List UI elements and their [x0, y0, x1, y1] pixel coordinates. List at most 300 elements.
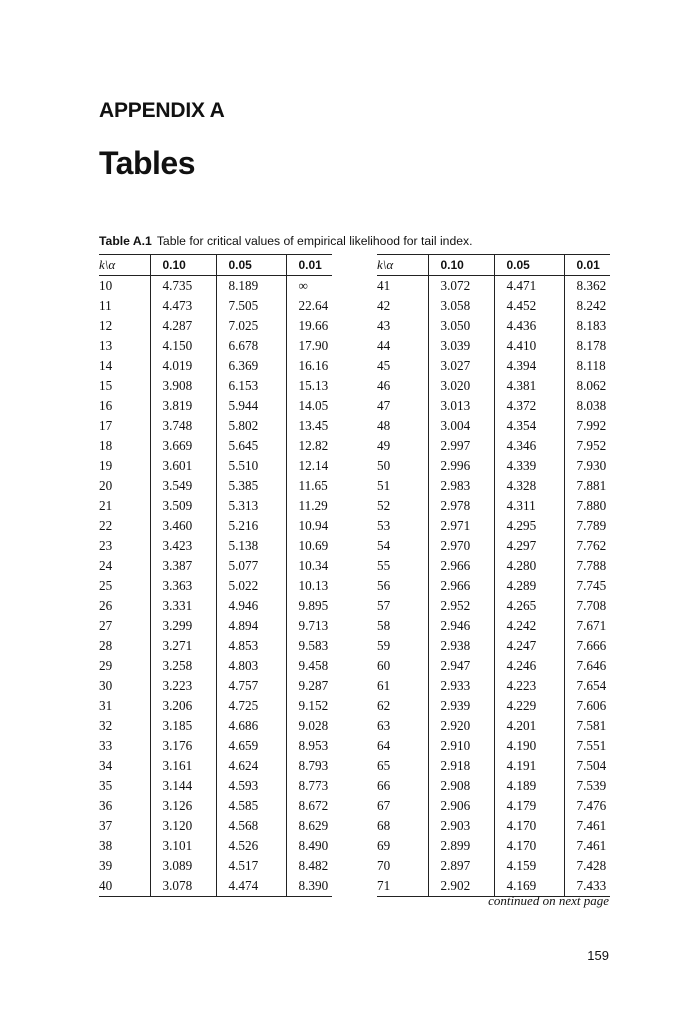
value-cell: 9.287 — [286, 676, 332, 696]
k-cell: 48 — [377, 418, 391, 433]
table-row — [377, 276, 610, 297]
column-header-alpha: 0.01 — [286, 255, 332, 276]
critical-values-table-right — [377, 254, 610, 897]
value-cell: 4.624 — [216, 756, 286, 776]
value-cell: 4.150 — [150, 336, 216, 356]
value-cell: 3.027 — [428, 356, 494, 376]
k-cell: 16 — [99, 398, 113, 413]
table-row — [99, 396, 332, 416]
value-cell: 3.101 — [150, 836, 216, 856]
table-header-row — [99, 255, 332, 276]
value-cell: 4.517 — [216, 856, 286, 876]
value-cell: 4.159 — [494, 856, 564, 876]
table-row — [99, 856, 332, 876]
value-cell: 4.297 — [494, 536, 564, 556]
value-cell: 5.077 — [216, 556, 286, 576]
table-row — [377, 476, 610, 496]
k-cell: 17 — [99, 418, 113, 433]
table-row — [99, 416, 332, 436]
table-row — [377, 796, 610, 816]
value-cell: 4.169 — [494, 876, 564, 897]
value-cell: 4.280 — [494, 556, 564, 576]
table-row — [99, 816, 332, 836]
value-cell: 8.183 — [564, 316, 610, 336]
value-cell: 8.793 — [286, 756, 332, 776]
value-cell: 3.908 — [150, 376, 216, 396]
value-cell: 8.118 — [564, 356, 610, 376]
table-row — [377, 536, 610, 556]
k-cell: 34 — [99, 758, 113, 773]
value-cell: 8.490 — [286, 836, 332, 856]
table-caption-label: Table A.1 — [99, 234, 152, 248]
column-header-k-alpha: k\α — [377, 257, 394, 272]
value-cell: 4.526 — [216, 836, 286, 856]
value-cell: 3.206 — [150, 696, 216, 716]
k-cell: 47 — [377, 398, 391, 413]
value-cell: 4.201 — [494, 716, 564, 736]
value-cell: 4.295 — [494, 516, 564, 536]
table-row — [99, 796, 332, 816]
value-cell: 5.385 — [216, 476, 286, 496]
value-cell: 4.735 — [150, 276, 216, 297]
value-cell: 3.161 — [150, 756, 216, 776]
k-cell: 15 — [99, 378, 113, 393]
value-cell: 4.190 — [494, 736, 564, 756]
value-cell: 8.672 — [286, 796, 332, 816]
column-header-alpha: 0.05 — [494, 255, 564, 276]
k-cell: 35 — [99, 778, 113, 793]
value-cell: 7.476 — [564, 796, 610, 816]
value-cell: 4.471 — [494, 276, 564, 297]
value-cell: 9.458 — [286, 656, 332, 676]
value-cell: 3.819 — [150, 396, 216, 416]
k-cell: 43 — [377, 318, 391, 333]
table-row — [99, 676, 332, 696]
column-header-alpha: 0.10 — [150, 255, 216, 276]
table-row — [99, 696, 332, 716]
table-row — [99, 276, 332, 297]
column-header-alpha: 0.01 — [564, 255, 610, 276]
value-cell: 2.910 — [428, 736, 494, 756]
table-row — [377, 416, 610, 436]
k-cell: 44 — [377, 338, 391, 353]
value-cell: 7.708 — [564, 596, 610, 616]
table-row — [99, 576, 332, 596]
value-cell: 7.646 — [564, 656, 610, 676]
k-cell: 31 — [99, 698, 113, 713]
value-cell: 7.551 — [564, 736, 610, 756]
table-body-right — [377, 276, 610, 897]
table-row — [377, 356, 610, 376]
value-cell: 7.789 — [564, 516, 610, 536]
value-cell: 3.013 — [428, 396, 494, 416]
value-cell: 2.952 — [428, 596, 494, 616]
value-cell: 4.247 — [494, 636, 564, 656]
value-cell: 6.678 — [216, 336, 286, 356]
value-cell: 3.669 — [150, 436, 216, 456]
k-cell: 68 — [377, 818, 391, 833]
table-row — [377, 616, 610, 636]
k-cell: 49 — [377, 438, 391, 453]
value-cell: 2.997 — [428, 436, 494, 456]
value-cell: 2.918 — [428, 756, 494, 776]
value-cell: 2.978 — [428, 496, 494, 516]
k-cell: 40 — [99, 878, 113, 893]
value-cell: 8.629 — [286, 816, 332, 836]
value-cell: 4.593 — [216, 776, 286, 796]
table-row — [377, 696, 610, 716]
value-cell: 12.82 — [286, 436, 332, 456]
table-row — [377, 336, 610, 356]
value-cell: 9.028 — [286, 716, 332, 736]
value-cell: 3.072 — [428, 276, 494, 297]
k-cell: 66 — [377, 778, 391, 793]
k-cell: 22 — [99, 518, 113, 533]
value-cell: 3.078 — [150, 876, 216, 897]
value-cell: 4.328 — [494, 476, 564, 496]
value-cell: 7.654 — [564, 676, 610, 696]
k-cell: 38 — [99, 838, 113, 853]
value-cell: 3.271 — [150, 636, 216, 656]
value-cell: 7.930 — [564, 456, 610, 476]
value-cell: 10.94 — [286, 516, 332, 536]
value-cell: 3.549 — [150, 476, 216, 496]
value-cell: 3.223 — [150, 676, 216, 696]
k-cell: 39 — [99, 858, 113, 873]
table-row — [99, 536, 332, 556]
table-row — [377, 636, 610, 656]
table-row — [99, 496, 332, 516]
value-cell: 7.745 — [564, 576, 610, 596]
k-cell: 67 — [377, 798, 391, 813]
value-cell: 2.946 — [428, 616, 494, 636]
table-row — [99, 356, 332, 376]
value-cell: 4.585 — [216, 796, 286, 816]
value-cell: 3.748 — [150, 416, 216, 436]
page-title: Tables — [99, 145, 195, 181]
value-cell: 15.13 — [286, 376, 332, 396]
column-header-k-alpha: k\α — [99, 257, 116, 272]
k-cell: 19 — [99, 458, 113, 473]
value-cell: 8.189 — [216, 276, 286, 297]
value-cell: 2.902 — [428, 876, 494, 897]
value-cell: 8.362 — [564, 276, 610, 297]
value-cell: 4.803 — [216, 656, 286, 676]
value-cell: 5.216 — [216, 516, 286, 536]
column-header-alpha: 0.10 — [428, 255, 494, 276]
value-cell: 3.299 — [150, 616, 216, 636]
value-cell: 3.423 — [150, 536, 216, 556]
value-cell: 7.539 — [564, 776, 610, 796]
table-row — [99, 596, 332, 616]
k-cell: 53 — [377, 518, 391, 533]
table-row — [377, 576, 610, 596]
table-row — [99, 636, 332, 656]
table-row — [377, 776, 610, 796]
k-cell: 14 — [99, 358, 113, 373]
k-cell: 51 — [377, 478, 391, 493]
table-row — [99, 376, 332, 396]
value-cell: 3.126 — [150, 796, 216, 816]
k-cell: 69 — [377, 838, 391, 853]
value-cell: 5.944 — [216, 396, 286, 416]
k-cell: 52 — [377, 498, 391, 513]
table-row — [377, 596, 610, 616]
value-cell: 5.645 — [216, 436, 286, 456]
value-cell: 8.062 — [564, 376, 610, 396]
k-cell: 57 — [377, 598, 391, 613]
table-row — [99, 436, 332, 456]
value-cell: 7.025 — [216, 316, 286, 336]
value-cell: ∞ — [286, 276, 332, 297]
value-cell: 17.90 — [286, 336, 332, 356]
value-cell: 7.461 — [564, 836, 610, 856]
value-cell: 3.363 — [150, 576, 216, 596]
value-cell: 2.983 — [428, 476, 494, 496]
k-cell: 32 — [99, 718, 113, 733]
value-cell: 8.242 — [564, 296, 610, 316]
value-cell: 8.953 — [286, 736, 332, 756]
value-cell: 2.933 — [428, 676, 494, 696]
value-cell: 4.474 — [216, 876, 286, 897]
value-cell: 3.460 — [150, 516, 216, 536]
value-cell: 2.996 — [428, 456, 494, 476]
k-cell: 60 — [377, 658, 391, 673]
value-cell: 6.369 — [216, 356, 286, 376]
k-cell: 30 — [99, 678, 113, 693]
value-cell: 4.410 — [494, 336, 564, 356]
table-row — [377, 736, 610, 756]
value-cell: 5.510 — [216, 456, 286, 476]
value-cell: 4.311 — [494, 496, 564, 516]
k-cell: 18 — [99, 438, 113, 453]
value-cell: 9.895 — [286, 596, 332, 616]
k-cell: 20 — [99, 478, 113, 493]
table-row — [99, 556, 332, 576]
value-cell: 2.897 — [428, 856, 494, 876]
k-cell: 25 — [99, 578, 113, 593]
continued-note: continued on next page — [488, 893, 609, 908]
value-cell: 7.762 — [564, 536, 610, 556]
table-row — [99, 716, 332, 736]
value-cell: 2.903 — [428, 816, 494, 836]
table-row — [377, 856, 610, 876]
k-cell: 29 — [99, 658, 113, 673]
value-cell: 3.176 — [150, 736, 216, 756]
value-cell: 3.089 — [150, 856, 216, 876]
k-cell: 55 — [377, 558, 391, 573]
value-cell: 4.452 — [494, 296, 564, 316]
value-cell: 7.788 — [564, 556, 610, 576]
k-cell: 24 — [99, 558, 113, 573]
value-cell: 7.952 — [564, 436, 610, 456]
table-row — [99, 836, 332, 856]
value-cell: 7.581 — [564, 716, 610, 736]
k-cell: 70 — [377, 858, 391, 873]
value-cell: 4.757 — [216, 676, 286, 696]
value-cell: 4.191 — [494, 756, 564, 776]
value-cell: 7.666 — [564, 636, 610, 656]
table-row — [377, 316, 610, 336]
value-cell: 9.152 — [286, 696, 332, 716]
critical-values-table-left — [99, 254, 332, 897]
value-cell: 2.939 — [428, 696, 494, 716]
table-row — [99, 616, 332, 636]
value-cell: 7.880 — [564, 496, 610, 516]
value-cell: 9.713 — [286, 616, 332, 636]
value-cell: 3.020 — [428, 376, 494, 396]
table-row — [99, 756, 332, 776]
k-cell: 33 — [99, 738, 113, 753]
value-cell: 11.65 — [286, 476, 332, 496]
k-cell: 37 — [99, 818, 113, 833]
value-cell: 2.920 — [428, 716, 494, 736]
table-row — [99, 296, 332, 316]
value-cell: 8.773 — [286, 776, 332, 796]
table-row — [377, 716, 610, 736]
k-cell: 58 — [377, 618, 391, 633]
k-cell: 13 — [99, 338, 113, 353]
value-cell: 5.022 — [216, 576, 286, 596]
value-cell: 4.242 — [494, 616, 564, 636]
k-cell: 11 — [99, 298, 112, 313]
value-cell: 3.601 — [150, 456, 216, 476]
table-row — [377, 516, 610, 536]
value-cell: 7.428 — [564, 856, 610, 876]
value-cell: 10.13 — [286, 576, 332, 596]
value-cell: 7.992 — [564, 416, 610, 436]
value-cell: 3.331 — [150, 596, 216, 616]
value-cell: 3.050 — [428, 316, 494, 336]
value-cell: 22.64 — [286, 296, 332, 316]
k-cell: 45 — [377, 358, 391, 373]
value-cell: 11.29 — [286, 496, 332, 516]
k-cell: 63 — [377, 718, 391, 733]
k-cell: 36 — [99, 798, 113, 813]
table-row — [377, 456, 610, 476]
value-cell: 2.899 — [428, 836, 494, 856]
value-cell: 4.659 — [216, 736, 286, 756]
value-cell: 4.372 — [494, 396, 564, 416]
k-cell: 12 — [99, 318, 113, 333]
k-cell: 26 — [99, 598, 113, 613]
value-cell: 6.153 — [216, 376, 286, 396]
k-cell: 41 — [377, 278, 391, 293]
value-cell: 7.433 — [564, 876, 610, 897]
table-row — [99, 336, 332, 356]
table-caption — [99, 234, 473, 248]
table-row — [377, 816, 610, 836]
value-cell: 10.69 — [286, 536, 332, 556]
table-row — [99, 776, 332, 796]
value-cell: 4.436 — [494, 316, 564, 336]
value-cell: 2.971 — [428, 516, 494, 536]
table-row — [377, 496, 610, 516]
value-cell: 4.339 — [494, 456, 564, 476]
page-number: 159 — [587, 948, 609, 963]
table-row — [377, 436, 610, 456]
value-cell: 8.390 — [286, 876, 332, 897]
table-row — [377, 676, 610, 696]
k-cell: 28 — [99, 638, 113, 653]
value-cell: 3.004 — [428, 416, 494, 436]
value-cell: 4.568 — [216, 816, 286, 836]
k-cell: 65 — [377, 758, 391, 773]
value-cell: 10.34 — [286, 556, 332, 576]
value-cell: 7.505 — [216, 296, 286, 316]
value-cell: 7.504 — [564, 756, 610, 776]
value-cell: 4.894 — [216, 616, 286, 636]
value-cell: 4.287 — [150, 316, 216, 336]
value-cell: 8.178 — [564, 336, 610, 356]
value-cell: 7.671 — [564, 616, 610, 636]
table-row — [99, 736, 332, 756]
k-cell: 27 — [99, 618, 113, 633]
table-row — [377, 756, 610, 776]
value-cell: 4.946 — [216, 596, 286, 616]
value-cell: 3.509 — [150, 496, 216, 516]
value-cell: 4.381 — [494, 376, 564, 396]
table-row — [377, 296, 610, 316]
value-cell: 3.185 — [150, 716, 216, 736]
value-cell: 2.970 — [428, 536, 494, 556]
column-header-alpha: 0.05 — [216, 255, 286, 276]
table-row — [99, 476, 332, 496]
value-cell: 3.387 — [150, 556, 216, 576]
table-row — [99, 516, 332, 536]
value-cell: 8.038 — [564, 396, 610, 416]
k-cell: 71 — [377, 878, 391, 893]
k-cell: 42 — [377, 298, 391, 313]
table-body-left — [99, 276, 332, 897]
value-cell: 16.16 — [286, 356, 332, 376]
value-cell: 5.313 — [216, 496, 286, 516]
table-row — [377, 656, 610, 676]
k-cell: 54 — [377, 538, 391, 553]
value-cell: 7.606 — [564, 696, 610, 716]
value-cell: 2.966 — [428, 556, 494, 576]
value-cell: 2.908 — [428, 776, 494, 796]
value-cell: 4.354 — [494, 416, 564, 436]
value-cell: 4.170 — [494, 816, 564, 836]
k-cell: 62 — [377, 698, 391, 713]
k-cell: 59 — [377, 638, 391, 653]
value-cell: 4.179 — [494, 796, 564, 816]
value-cell: 2.966 — [428, 576, 494, 596]
value-cell: 4.686 — [216, 716, 286, 736]
value-cell: 19.66 — [286, 316, 332, 336]
k-cell: 23 — [99, 538, 113, 553]
k-cell: 46 — [377, 378, 391, 393]
k-cell: 21 — [99, 498, 113, 513]
value-cell: 5.802 — [216, 416, 286, 436]
table-caption-text: Table for critical values of empirical likelihood for tail index. — [156, 234, 473, 248]
k-cell: 10 — [99, 278, 113, 293]
value-cell: 4.473 — [150, 296, 216, 316]
table-row — [377, 836, 610, 856]
value-cell: 4.289 — [494, 576, 564, 596]
table-row — [99, 656, 332, 676]
value-cell: 4.394 — [494, 356, 564, 376]
value-cell: 3.258 — [150, 656, 216, 676]
value-cell: 7.881 — [564, 476, 610, 496]
value-cell: 9.583 — [286, 636, 332, 656]
value-cell: 4.189 — [494, 776, 564, 796]
value-cell: 3.039 — [428, 336, 494, 356]
table-row — [377, 376, 610, 396]
value-cell: 2.947 — [428, 656, 494, 676]
value-cell: 3.144 — [150, 776, 216, 796]
